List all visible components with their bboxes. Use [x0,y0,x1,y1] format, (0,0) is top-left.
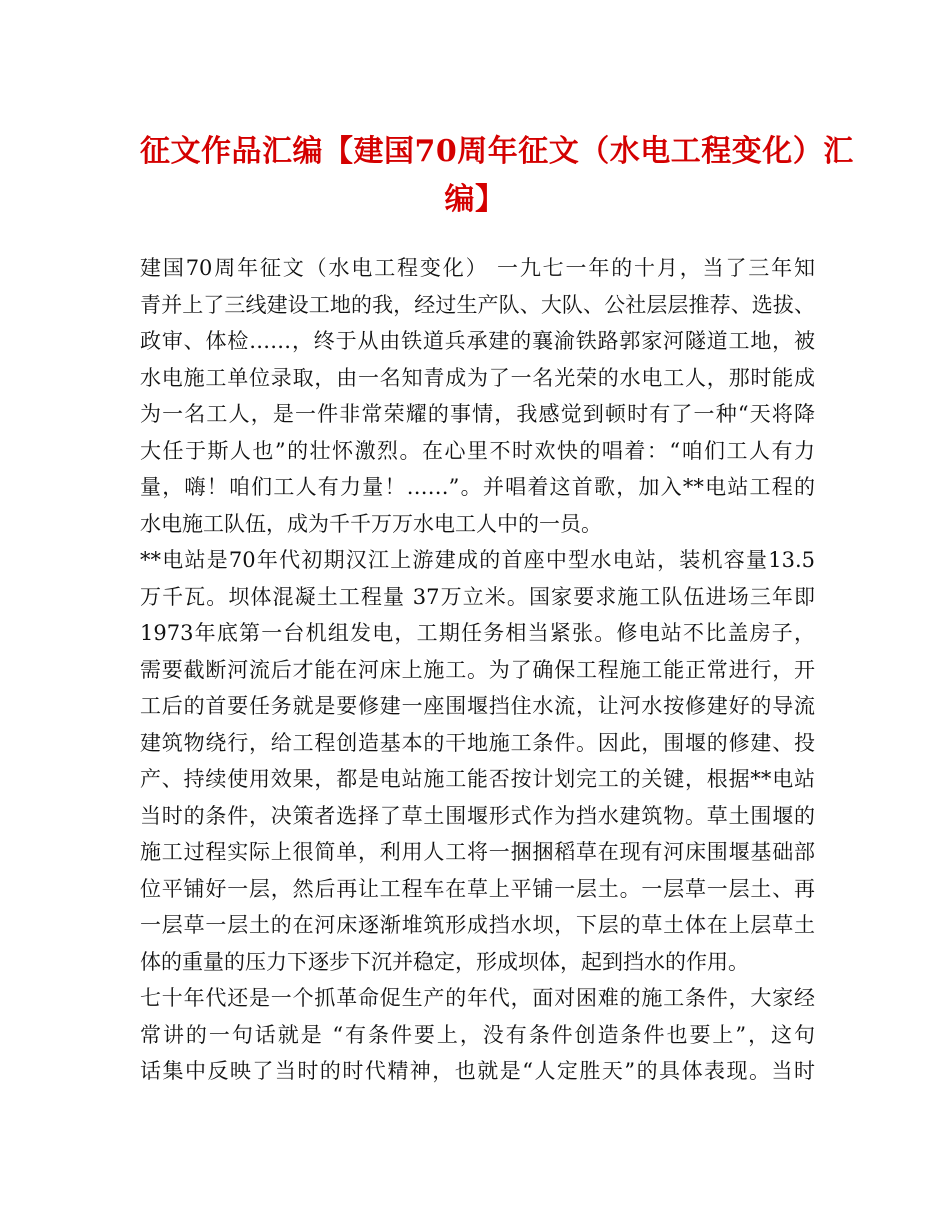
body-text-line: 施工过程实际上很简单，利用人工将一捆捆稻草在现有河床围堰基础部 [140,840,815,864]
body-text-line: 水电施工单位录取，由一名知青成为了一名光荣的水电工人，那时能成 [140,365,815,390]
body-text-line: 量，嗨！咱们工人有力量！……”。并唱着这首歌，加入**电站工程的 [140,475,815,499]
body-text-line: 工后的首要任务就是要修建一座围堰挡住水流，让河水按修建好的导流 [140,694,815,718]
body-text-line: 常讲的一句话就是 “有条件要上，没有条件创造条件也要上”，这句 [140,1022,815,1047]
body-text-line: 需要截断河流后才能在河床上施工。为了确保工程施工能正常进行，开 [140,657,815,682]
document-title [140,128,854,224]
body-text-line: 一层草一层土的在河床逐渐堆筑形成挡水坝，下层的草土体在上层草土 [140,913,815,937]
body-text-line: 1973年底第一台机组发电，工期任务相当紧张。修电站不比盖房子， [140,621,815,645]
body-text-line: 万千瓦。坝体混凝土工程量 37万立米。国家要求施工队伍进场三年即 [140,584,815,609]
body-text-line: 话集中反映了当时的时代精神，也就是“人定胜天”的具体表现。当时 [140,1059,815,1083]
body-text-line: 政审、体检……，终于从由铁道兵承建的襄渝铁路郭家河隧道工地，被 [140,329,815,353]
body-text-line: 水电施工队伍，成为千千万万水电工人中的一员。 [140,511,602,536]
body-text-line: 大任于斯人也”的壮怀激烈。在心里不时欢快的唱着：“咱们工人有力 [140,438,815,463]
body-text-line: 建国70周年征文（水电工程变化） 一九七一年的十月，当了三年知 [140,256,815,280]
body-text-line: 产、持续使用效果，都是电站施工能否按计划完工的关键，根据**电站 [140,767,815,791]
body-text-line: 为一名工人，是一件非常荣耀的事情，我感觉到顿时有了一种“天将降 [140,402,815,426]
body-text-line: 位平铺好一层，然后再让工程车在草上平铺一层土。一层草一层土、再 [140,876,815,901]
body-text-line: 青并上了三线建设工地的我，经过生产队、大队、公社层层推荐、选拔、 [140,292,815,317]
title-line: 征文作品汇编【建国70周年征文（水电工程变化）汇 [140,134,854,169]
body-text-line: 当时的条件，决策者选择了草土围堰形式作为挡水建筑物。草土围堰的 [140,803,815,828]
body-text-line: 建筑物绕行，给工程创造基本的干地施工条件。因此，围堰的修建、投 [140,730,815,755]
document-body [140,250,815,1090]
body-text-line: 七十年代还是一个抓革命促生产的年代，面对困难的施工条件，大家经 [140,986,815,1010]
title-line: 编】 [444,182,506,217]
body-text-line: 体的重量的压力下逐步下沉并稳定，形成坝体，起到挡水的作用。 [140,949,749,974]
body-text-line: **电站是70年代初期汉江上游建成的首座中型水电站，装机容量13.5 [140,548,815,572]
